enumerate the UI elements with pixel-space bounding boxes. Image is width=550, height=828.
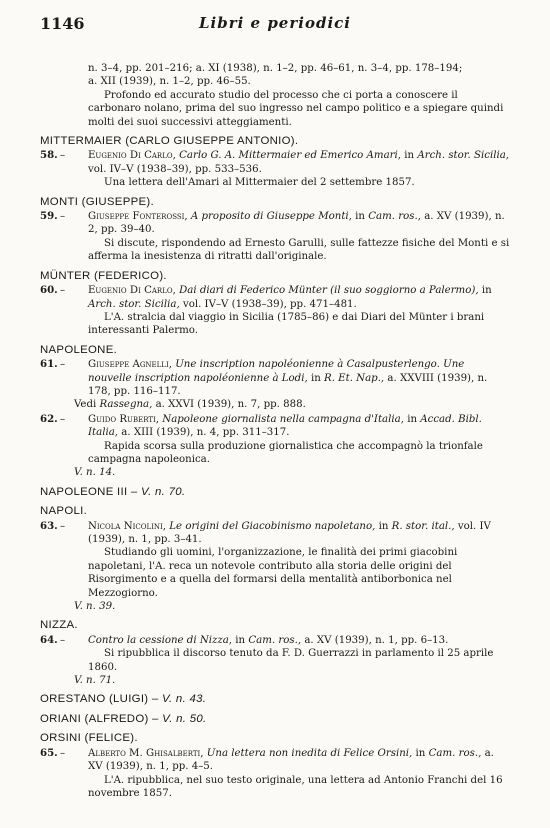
heading-ref: V. n. 70.: [141, 485, 186, 498]
bibliography-content: [40, 62, 510, 800]
bibliography-entry: [40, 284, 510, 311]
entry-in: in: [235, 634, 246, 646]
entry-details: a. XIII (1939), n. 4, pp. 311–317.: [121, 427, 290, 439]
entry-details: vol. IV (1939), n. 1, pp. 3–41.: [88, 520, 491, 545]
entry-in: in: [481, 285, 492, 297]
bibliography-entry: [40, 747, 510, 774]
entry-author: Nicola Nicolini,: [88, 520, 167, 532]
entry-author: Eugenio Di Carlo,: [88, 150, 176, 162]
entry-details: a. XXVIII (1939), n. 178, pp. 116–117.: [88, 372, 488, 397]
cross-reference: [40, 674, 510, 687]
entry-dash: –: [60, 285, 66, 297]
entry-journal: R. stor. ital.,: [391, 520, 455, 532]
subject-heading: [40, 713, 510, 726]
entry-dash: –: [60, 359, 66, 371]
entry-journal: Cam. ros.,: [248, 634, 302, 646]
entry-dash: –: [60, 634, 66, 646]
see-label: Vedi: [74, 399, 97, 411]
entry-note: Una lettera dell'Amari al Mittermaier del 2 settembre 1857.: [104, 177, 415, 189]
entry-title: Carlo G. A. Mittermaier ed Emerico Amari,: [179, 150, 402, 162]
bibliography-entry: [40, 520, 510, 547]
entry-in: in: [310, 372, 321, 384]
entry-see-also: [40, 398, 510, 411]
entry-dash: –: [60, 413, 66, 425]
entry-citation: [74, 149, 510, 176]
entry-citation: [74, 520, 510, 547]
entry-note: Studiando gli uomini, l'organizzazione, le finalità dei primi giacobini napoletani, l'A. reca un notevole contributo alla storia delle origini del Risorgimento e a quella del formarsi della mentalità antiborbonica nel Mezzogiorno.: [88, 547, 458, 599]
entry-number: 62.: [40, 412, 58, 425]
entry-details: vol. IV–V (1938–39), pp. 533–536.: [88, 163, 262, 175]
entry-journal: Accad. Bibl. Italia,: [88, 413, 482, 439]
entry-note: L'A. ripubblica, nel suo testo originale, una lettera ad Antonio Franchi del 16 novembre 1857.: [88, 774, 503, 799]
entry-author: Giuseppe Agnelli,: [88, 359, 172, 371]
entry-in: in: [407, 413, 418, 425]
entry-dash: –: [60, 211, 66, 223]
entry-in: in: [404, 150, 415, 162]
continuation-line: n. 3–4, pp. 201–216; a. XI (1938), n. 1–2, pp. 46–61, n. 3–4, pp. 178–194;: [88, 63, 463, 74]
entry-citation: [74, 284, 510, 311]
entry-in: in: [415, 747, 426, 759]
entry-journal: Arch. stor. Sicilia,: [417, 150, 510, 162]
page-number: 1146: [40, 14, 85, 33]
bibliography-entry: [40, 634, 510, 647]
entry-citation: [74, 358, 510, 398]
running-title: Libri e periodici: [199, 14, 351, 32]
cross-reference: [40, 466, 510, 479]
heading-name: ORIANI (ALFREDO) –: [40, 712, 163, 725]
cross-reference-text: V. n. 39.: [74, 601, 116, 613]
entry-citation: [74, 634, 510, 647]
bibliography-entry: [40, 358, 510, 398]
entry-number: 59.: [40, 210, 58, 223]
see-details: a. XXVI (1939), n. 7, pp. 888.: [155, 399, 306, 411]
entry-author: Alberto M. Ghisalberti,: [88, 747, 204, 759]
entry-number: 60.: [40, 284, 58, 297]
cross-reference-text: V. n. 14.: [74, 467, 116, 479]
subject-heading: NIZZA.: [40, 619, 78, 632]
continuation-line: a. XII (1939), n. 1–2, pp. 46–55.: [88, 76, 251, 88]
subject-heading: MONTI (GIUSEPPE).: [40, 195, 154, 208]
subject-heading: NAPOLI.: [40, 505, 88, 518]
entry-note: L'A. stralcia dal viaggio in Sicilia (1785–86) e dai Diari del Münter i brani interessanti Palermo.: [88, 311, 485, 337]
entry-citation: [74, 413, 510, 440]
entry-note: Rapida scorsa sulla produzione giornalistica che accompagnò la trionfale campagna napoleonica.: [88, 440, 483, 465]
entry-title: Contro la cessione di Nizza,: [88, 634, 233, 646]
cross-reference: [40, 600, 510, 613]
subject-heading: MÜNTER (FEDERICO).: [40, 269, 167, 282]
bibliography-entry: [40, 413, 510, 440]
subject-heading: MITTERMAIER (CARLO GIUSEPPE ANTONIO).: [40, 135, 299, 148]
entry-dash: –: [60, 150, 66, 162]
entry-author: Guido Ruberti,: [88, 413, 160, 425]
cross-reference-text: V. n. 71.: [74, 675, 116, 687]
entry-in: in: [378, 520, 389, 532]
heading-name: NAPOLEONE III –: [40, 485, 142, 498]
entry-number: 64.: [40, 633, 58, 646]
entry-details: a. XV (1939), n. 1, pp. 4–5.: [88, 747, 494, 773]
subject-heading: [40, 486, 510, 499]
entry-author: Eugenio Di Carlo,: [88, 285, 176, 297]
entry-journal: Arch. stor. Sicilia,: [88, 298, 180, 310]
entry-citation: [74, 747, 510, 774]
entry-title: Le origini del Giacobinismo napoletano,: [169, 520, 376, 532]
entry-note: Profondo ed accurato studio del processo che ci porta a conoscere il carbonaro nolano, prima del suo ingresso nel campo politico e a spiegare quindi molti dei suoi successivi atteggiamenti.: [88, 89, 504, 128]
entry-note: Si discute, rispondendo ad Ernesto Garulli, sulle fattezze fisiche del Monti e si afferma la inesistenza di ritratti dall'originale.: [88, 237, 510, 263]
entry-number: 65.: [40, 746, 58, 759]
entry-dash: –: [60, 747, 66, 759]
entry-title: Napoleone giornalista nella campagna d'Italia,: [162, 413, 404, 425]
see-journal: Rassegna,: [99, 399, 153, 411]
entry-details: a. XV (1939), n. 1, pp. 6–13.: [304, 634, 449, 646]
bibliography-entry: [40, 149, 510, 176]
entry-number: 58.: [40, 149, 58, 162]
entry-number: 61.: [40, 358, 58, 371]
entry-citation: [74, 210, 510, 237]
page-header: [40, 14, 510, 36]
entry-title: Dai diari di Federico Münter (il suo soggiorno a Palermo),: [179, 285, 479, 297]
heading-ref: V. n. 50.: [162, 712, 207, 725]
entry-details: a. XV (1939), n. 2, pp. 39–40.: [88, 211, 505, 236]
entry-dash: –: [60, 520, 66, 532]
heading-name: ORESTANO (LUIGI) –: [40, 693, 162, 706]
entry-title: Une inscription napoléonienne à Casalpusterlengo. Une nouvelle inscription napoléonienne à Lodi,: [88, 359, 465, 384]
entry-number: 63.: [40, 519, 58, 532]
entry-title: Una lettera non inedita di Felice Orsini,: [206, 747, 413, 759]
entry-author: Giuseppe Fonterossi,: [88, 211, 188, 223]
entry-journal: Cam. ros.,: [428, 747, 482, 759]
entry-note: Si ripubblica il discorso tenuto da F. D. Guerrazzi in parlamento il 25 aprile 1860.: [88, 648, 494, 673]
bibliography-entry: [40, 210, 510, 237]
entry-journal: R. Et. Nap.,: [324, 372, 385, 384]
entry-journal: Cam. ros.,: [368, 211, 421, 223]
entry-details: vol. IV–V (1938–39), pp. 471–481.: [182, 298, 357, 310]
subject-heading: ORSINI (FELICE).: [40, 732, 138, 745]
subject-heading: NAPOLEONE.: [40, 343, 118, 356]
subject-heading: [40, 693, 510, 706]
entry-title: A proposito di Giuseppe Monti,: [190, 211, 352, 223]
heading-ref: V. n. 43.: [161, 693, 207, 706]
entry-in: in: [355, 211, 365, 223]
